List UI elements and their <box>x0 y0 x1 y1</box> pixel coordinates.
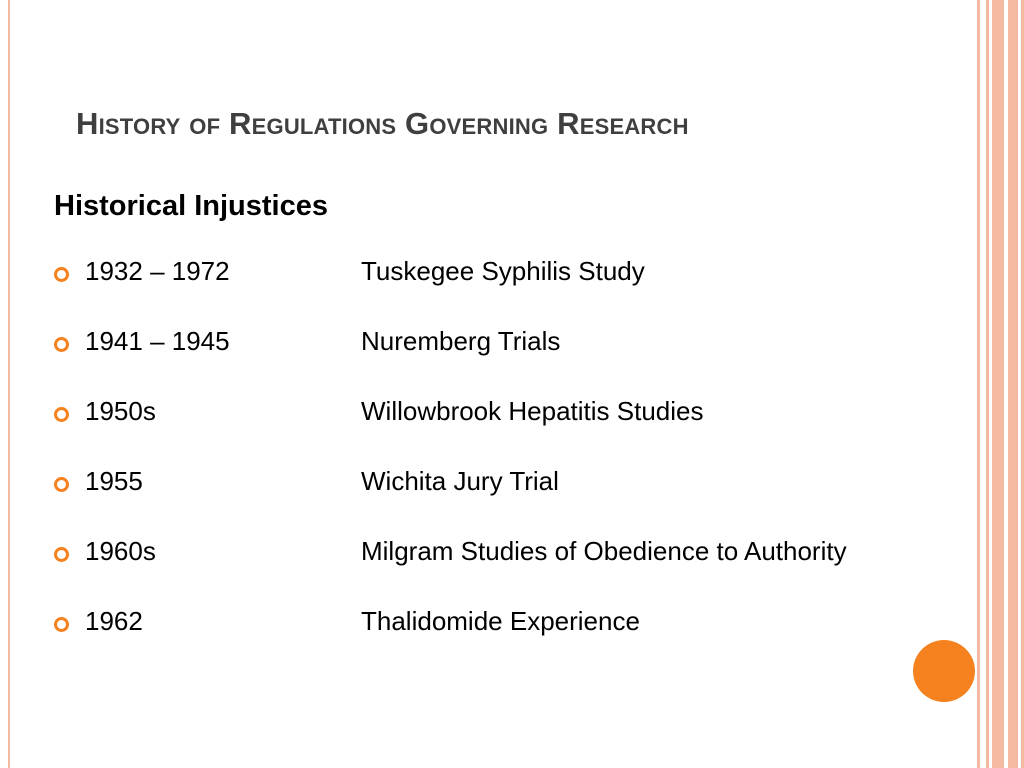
list-item <box>54 326 974 396</box>
orange-circle-decoration <box>913 640 975 702</box>
circle-bullet-icon <box>54 617 69 632</box>
section-heading: Historical Injustices <box>54 190 328 222</box>
list-item <box>54 256 974 326</box>
item-year: 1955 <box>85 466 143 496</box>
item-event: Nuremberg Trials <box>361 326 561 356</box>
border-stripe <box>986 0 989 768</box>
right-border-stripes <box>976 0 1024 768</box>
border-stripe <box>977 0 980 768</box>
list-item <box>54 536 974 606</box>
item-year: 1941 – 1945 <box>85 326 230 356</box>
item-event: Wichita Jury Trial <box>361 466 559 496</box>
item-event: Willowbrook Hepatitis Studies <box>361 396 704 426</box>
item-year: 1932 – 1972 <box>85 256 230 286</box>
item-year: 1962 <box>85 606 143 636</box>
item-event: Thalidomide Experience <box>361 606 640 636</box>
border-stripe <box>1008 0 1018 768</box>
border-stripe <box>992 0 1004 768</box>
item-year: 1950s <box>85 396 156 426</box>
item-year: 1960s <box>85 536 156 566</box>
slide-title: History of Regulations Governing Research <box>76 106 689 141</box>
circle-bullet-icon <box>54 267 69 282</box>
list-item <box>54 466 974 536</box>
list-item <box>54 396 974 466</box>
list-item <box>54 606 974 676</box>
injustice-list <box>54 256 974 676</box>
item-event: Tuskegee Syphilis Study <box>361 256 645 286</box>
circle-bullet-icon <box>54 547 69 562</box>
item-event: Milgram Studies of Obedience to Authority <box>361 536 847 566</box>
left-border-line <box>8 0 10 768</box>
circle-bullet-icon <box>54 407 69 422</box>
circle-bullet-icon <box>54 477 69 492</box>
circle-bullet-icon <box>54 337 69 352</box>
